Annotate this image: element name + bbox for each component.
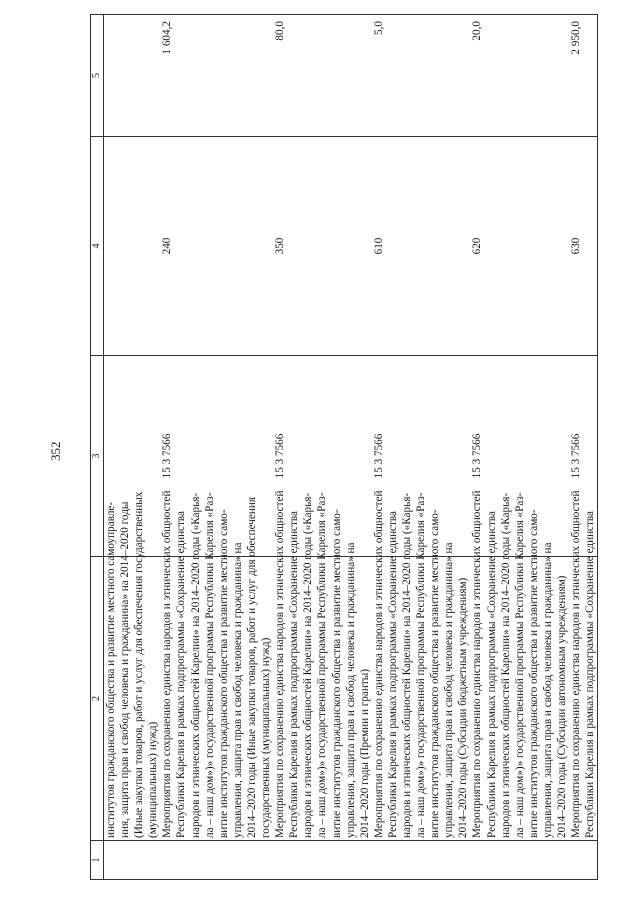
description-line: ла – наш дом»)» государственной программы Республики Карелия «Раз- <box>316 492 329 838</box>
description-line: народов и этнических общностей Карелии» на 2014–2020 годы («Карья- <box>400 492 413 838</box>
description-line: витие институтов гражданского общества и развитие местного само- <box>217 509 230 838</box>
description-line: (муниципальных) нужд) <box>147 721 160 838</box>
description-line: Республики Карелия в рамках подпрограммы «Сохранение единства <box>584 510 597 838</box>
description-line: управления, защита прав и свобод человека и гражданина» на <box>231 542 244 838</box>
description-line: Республики Карелия в рамках подпрограммы «Сохранение единства <box>175 510 188 838</box>
cell-number <box>104 841 161 880</box>
cell-number <box>273 841 372 880</box>
description-line: Республики Карелия в рамках подпрограммы «Сохранение единства <box>485 510 498 838</box>
table-body <box>104 15 598 880</box>
cell-number <box>160 841 273 880</box>
header-col-4: 4 <box>91 137 104 356</box>
description-line: управления, защита прав и свобод человека и гражданина» на <box>541 542 554 838</box>
description-line: Республики Карелия в рамках подпрограммы «Сохранение единства <box>386 510 399 838</box>
table-header-row <box>91 15 104 880</box>
cell-description <box>470 490 569 841</box>
cell-description <box>372 490 471 841</box>
cell-target-code: 15 3 7566 <box>372 356 471 557</box>
table-row <box>273 15 372 880</box>
cell-target-code: 15 3 7566 <box>569 356 598 557</box>
description-line: Мероприятия по сохранению единства народов и этнических общностей <box>372 490 385 838</box>
description-line: 2014–2020 годы (Субсидии бюджетным учреждениям) <box>457 577 470 838</box>
description-line: Мероприятия по сохранению единства народов и этнических общностей <box>570 490 583 838</box>
table-row <box>104 15 161 880</box>
cell-description <box>160 490 273 841</box>
description-line: 2014–2020 годы (Премии и гранты) <box>358 669 371 838</box>
description-line: Мероприятия по сохранению единства народов и этнических общностей <box>161 490 174 838</box>
table-row <box>470 15 569 880</box>
cell-amount: 5,0 <box>372 15 471 137</box>
description-line: Мероприятия по сохранению единства народов и этнических общностей <box>274 490 287 838</box>
description-line: (Иные закупки товаров, работ и услуг для обеспечения государственных <box>133 491 146 838</box>
description-line: институтов гражданского общества и развитие местного самоуправле- <box>105 501 117 838</box>
page-number: 352 <box>48 441 63 461</box>
table-row <box>372 15 471 880</box>
table-row <box>160 15 273 880</box>
description-line: витие институтов гражданского общества и развитие местного само- <box>330 509 343 838</box>
budget-table <box>90 14 598 880</box>
description-line: ния, защита прав и свобод человека и гражданина» на 2014–2020 годы <box>119 501 132 838</box>
cell-number <box>569 841 598 880</box>
cell-description <box>273 490 372 841</box>
cell-amount: 20,0 <box>470 15 569 137</box>
cell-target-code: 15 3 7566 <box>470 356 569 557</box>
cell-expense-type: 240 <box>160 137 273 356</box>
description-line: Республики Карелия в рамках подпрограммы «Сохранение единства <box>288 510 301 838</box>
cell-number <box>372 841 471 880</box>
description-line: 2014–2020 годы (Иные закупки товаров, работ и услуг для обеспечения <box>245 497 258 838</box>
header-col-5: 5 <box>91 15 104 137</box>
cell-target-code: 15 3 7566 <box>160 356 273 557</box>
description-line: народов и этнических общностей Карелии» на 2014–2020 годы («Карья- <box>189 492 202 838</box>
cell-description <box>104 491 161 841</box>
cell-amount: 2 950,0 <box>569 15 598 137</box>
description-line: государственных (муниципальных) нужд) <box>260 637 273 838</box>
cell-expense-type: 620 <box>470 137 569 356</box>
cell-expense-type: 350 <box>273 137 372 356</box>
header-col-1: 1 <box>91 841 104 880</box>
header-col-2: 2 <box>91 557 104 841</box>
description-line: ла – наш дом»)» государственной программы Республики Карелия «Раз- <box>513 492 526 838</box>
description-line: витие институтов гражданского общества и развитие местного само- <box>527 509 540 838</box>
description-line: народов и этнических общностей Карелии» на 2014–2020 годы («Карья- <box>302 492 315 838</box>
description-line: ла – наш дом»)» государственной программы Республики Карелия «Раз- <box>415 492 428 838</box>
table-row <box>569 15 598 880</box>
cell-expense-type <box>104 137 161 356</box>
cell-expense-type: 630 <box>569 137 598 356</box>
cell-number <box>470 841 569 880</box>
description-line: управления, защита прав и свобод человека и гражданина» на <box>443 542 456 838</box>
header-col-3: 3 <box>91 356 104 557</box>
description-line: ла – наш дом»)» государственной программы Республики Карелия «Раз- <box>203 492 216 838</box>
cell-target-code: 15 3 7566 <box>273 356 372 557</box>
cell-amount <box>104 15 161 137</box>
cell-expense-type: 610 <box>372 137 471 356</box>
cell-amount: 80,0 <box>273 15 372 137</box>
description-line: управления, защита прав и свобод человека и гражданина» на <box>344 542 357 838</box>
rotated-page-content <box>90 20 605 880</box>
cell-amount: 1 604,2 <box>160 15 273 137</box>
description-line: витие институтов гражданского общества и развитие местного само- <box>429 509 442 838</box>
description-line: народов и этнических общностей Карелии» на 2014–2020 годы («Карья- <box>499 492 512 838</box>
description-line: Мероприятия по сохранению единства народов и этнических общностей <box>471 490 484 838</box>
description-line: 2014–2020 годы (Субсидии автономным учреждениям) <box>556 575 568 838</box>
cell-description <box>569 490 598 841</box>
